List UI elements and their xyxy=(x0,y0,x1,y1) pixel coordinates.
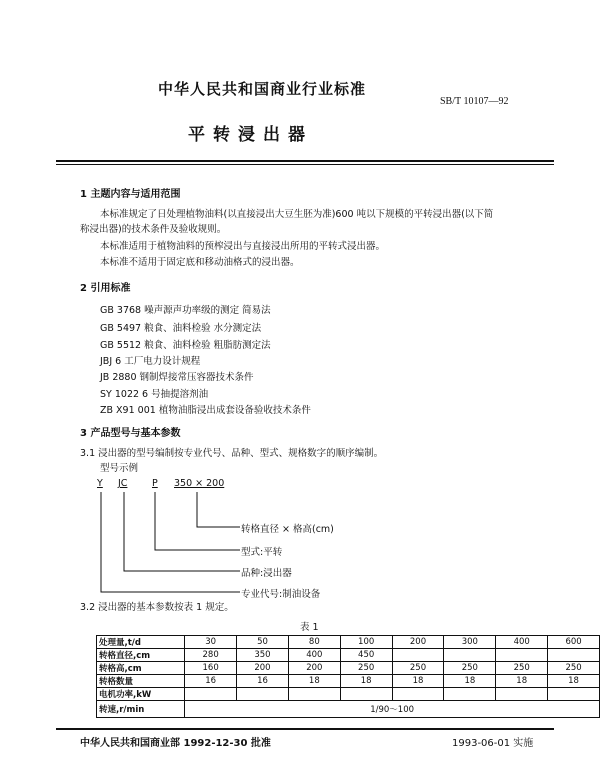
table-cell: 200 xyxy=(288,662,340,675)
model-example-label: 型号示例 xyxy=(100,463,139,474)
leader-line-code xyxy=(101,492,240,592)
row-label: 转格直径,cm xyxy=(97,649,185,662)
table-cell xyxy=(548,649,600,662)
table-cell: 80 xyxy=(288,636,340,649)
table-cell: 18 xyxy=(392,675,444,688)
table-row xyxy=(97,688,600,701)
model-code-y: Y xyxy=(97,478,103,489)
table-cell: 250 xyxy=(444,662,496,675)
document-title: 平转浸出器 xyxy=(188,125,313,145)
table-cell: 250 xyxy=(340,662,392,675)
annotation-spec: 转格直径 × 格高(cm) xyxy=(241,524,334,535)
table-row xyxy=(97,636,600,649)
standard-org-title: 中华人民共和国商业行业标准 xyxy=(158,80,367,98)
table-cell: 160 xyxy=(185,662,237,675)
footer-divider xyxy=(56,728,554,730)
section-2-heading: 2 引用标准 xyxy=(80,283,131,294)
reference-item: ZB X91 001 植物油脂浸出成套设备验收技术条件 xyxy=(100,405,311,416)
section-3-1-paragraph: 3.1 浸出器的型号编制按专业代号、品种、型式、规格数字的顺序编制。 xyxy=(80,448,384,459)
model-code-jc: JC xyxy=(118,478,128,489)
section-1-paragraph-3: 本标准不适用于固定底和移动油格式的浸出器。 xyxy=(100,257,300,268)
table-cell xyxy=(288,688,340,701)
table-cell: 250 xyxy=(496,662,548,675)
reference-item: GB 3768 噪声源声功率级的测定 简易法 xyxy=(100,305,271,316)
reference-item: SY 1022 6 号抽提溶剂油 xyxy=(100,389,209,400)
table-row xyxy=(97,701,600,718)
model-code-spec: 350 × 200 xyxy=(174,478,225,489)
section-3-2-paragraph: 3.2 浸出器的基本参数按表 1 规定。 xyxy=(80,602,234,613)
table-cell: 18 xyxy=(496,675,548,688)
section-1-paragraph-2: 本标准适用于植物油料的预榨浸出与直接浸出所用的平转式浸出器。 xyxy=(100,241,386,252)
annotation-type: 型式:平转 xyxy=(241,547,283,558)
table-cell: 18 xyxy=(340,675,392,688)
section-3-heading: 3 产品型号与基本参数 xyxy=(80,428,181,439)
row-label: 转格数量 xyxy=(97,675,185,688)
table-cell: 18 xyxy=(548,675,600,688)
annotation-code: 专业代号:制油设备 xyxy=(241,589,321,600)
table-cell xyxy=(340,688,392,701)
table-cell: 200 xyxy=(237,662,289,675)
table-cell-merged: 1/90～100 xyxy=(185,701,600,718)
table-cell xyxy=(392,649,444,662)
table-row xyxy=(97,662,600,675)
table-cell: 600 xyxy=(548,636,600,649)
table-row xyxy=(97,649,600,662)
table-cell xyxy=(392,688,444,701)
table-cell: 30 xyxy=(185,636,237,649)
reference-item: JBJ 6 工厂电力设计规程 xyxy=(100,356,201,367)
leader-line-spec xyxy=(197,492,240,527)
reference-item: GB 5497 粮食、油料检验 水分测定法 xyxy=(100,323,262,334)
section-1-heading: 1 主题内容与适用范围 xyxy=(80,189,181,200)
table-row xyxy=(97,675,600,688)
table-cell xyxy=(444,688,496,701)
table-cell: 50 xyxy=(237,636,289,649)
table-cell: 300 xyxy=(444,636,496,649)
reference-item: GB 5512 粮食、油料检验 粗脂肪测定法 xyxy=(100,340,271,351)
table-cell: 250 xyxy=(392,662,444,675)
row-label: 转速,r/min xyxy=(97,701,185,718)
table-cell: 250 xyxy=(548,662,600,675)
parameter-table xyxy=(96,635,600,718)
row-label: 处理量,t/d xyxy=(97,636,185,649)
table-cell: 400 xyxy=(496,636,548,649)
model-code-p: P xyxy=(152,478,158,489)
table-cell: 16 xyxy=(185,675,237,688)
table-cell: 350 xyxy=(237,649,289,662)
table-cell xyxy=(496,688,548,701)
table-cell xyxy=(444,649,496,662)
table-cell: 18 xyxy=(288,675,340,688)
section-1-paragraph-1b: 称浸出器)的技术条件及验收规则。 xyxy=(80,224,227,235)
table-cell xyxy=(185,688,237,701)
table-caption: 表 1 xyxy=(300,622,319,633)
row-label: 转格高,cm xyxy=(97,662,185,675)
row-label: 电机功率,kW xyxy=(97,688,185,701)
table-cell: 280 xyxy=(185,649,237,662)
table-cell: 200 xyxy=(392,636,444,649)
table-cell xyxy=(496,649,548,662)
standard-code: SB/T 10107—92 xyxy=(440,96,509,107)
table-cell: 100 xyxy=(340,636,392,649)
table-cell xyxy=(548,688,600,701)
table-cell: 16 xyxy=(237,675,289,688)
table-cell xyxy=(237,688,289,701)
leader-line-variety xyxy=(124,492,240,571)
effective-date: 1993-06-01 实施 xyxy=(452,738,534,749)
reference-item: JB 2880 钢制焊接常压容器技术条件 xyxy=(100,372,254,383)
section-1-paragraph-1a: 本标准规定了日处理植物油料(以直接浸出大豆生胚为准)600 吨以下规模的平转浸出器(以下简 xyxy=(100,209,494,220)
table-cell: 18 xyxy=(444,675,496,688)
issuer-approval: 中华人民共和国商业部 1992-12-30 批准 xyxy=(80,738,271,749)
table-cell: 450 xyxy=(340,649,392,662)
table-cell: 400 xyxy=(288,649,340,662)
annotation-variety: 品种:浸出器 xyxy=(241,568,292,579)
